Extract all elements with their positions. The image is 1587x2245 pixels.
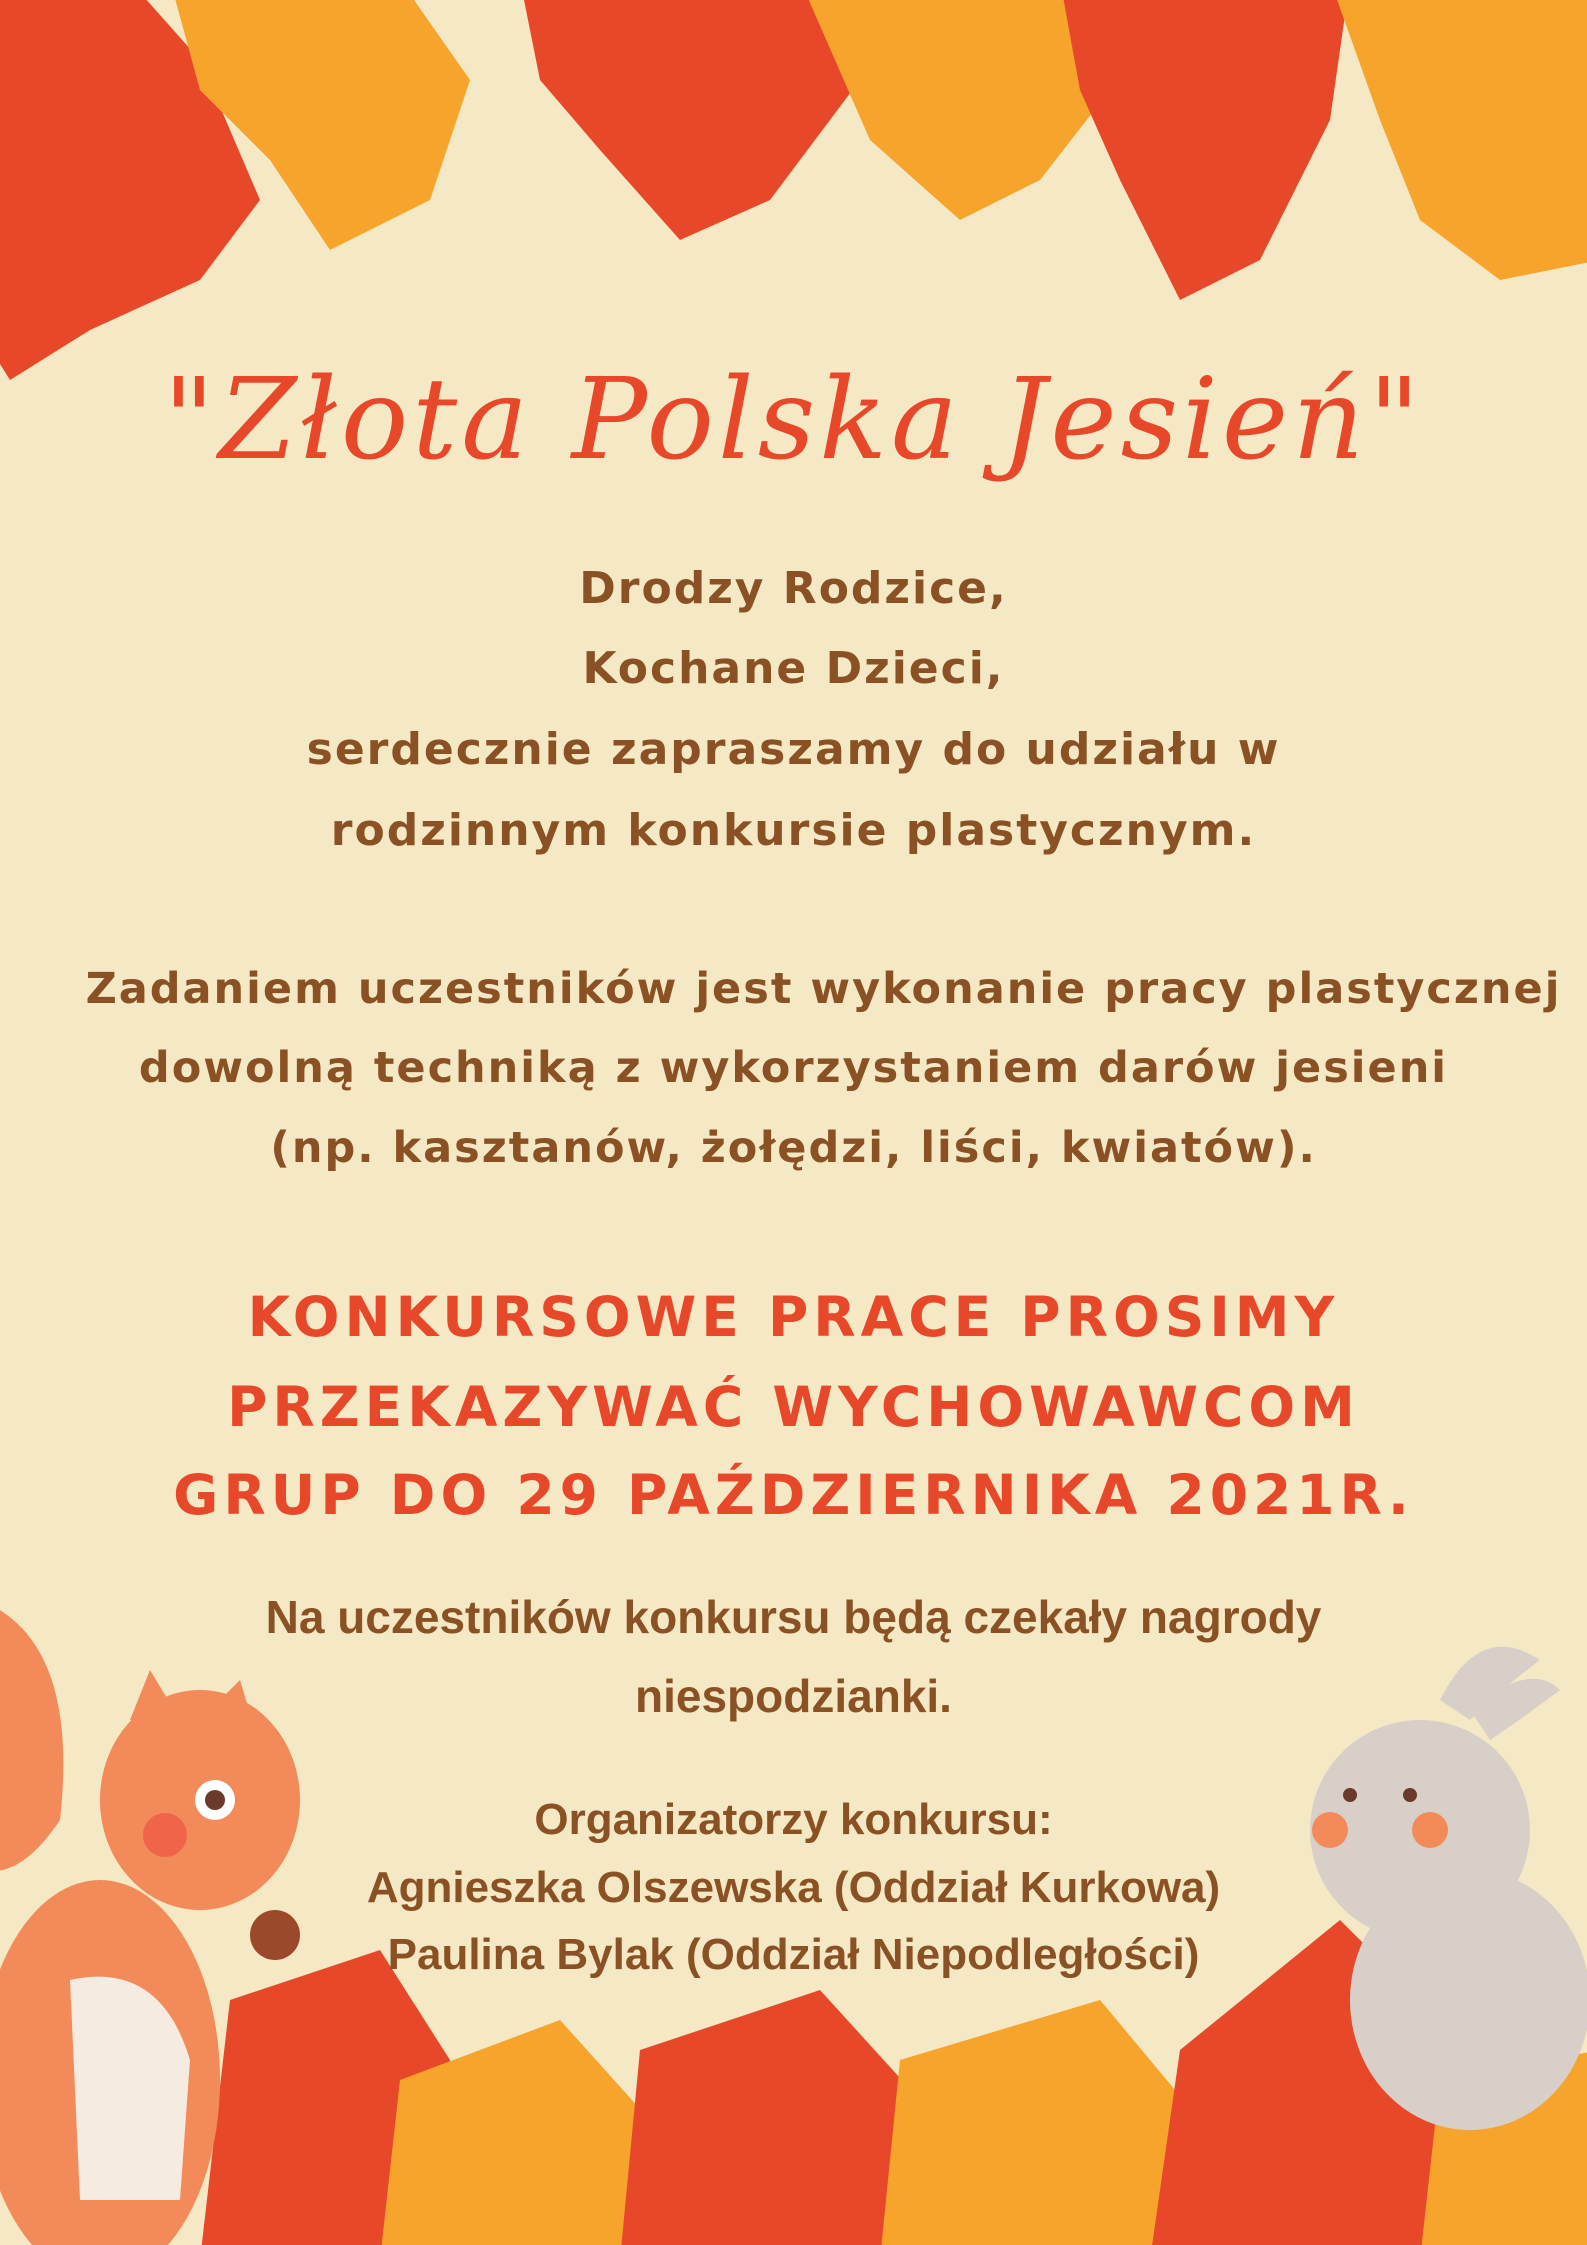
greeting-line: Kochane Dzieci, — [582, 643, 1005, 694]
deadline-line: PRZEKAZYWAĆ WYCHOWAWCOM — [227, 1375, 1360, 1439]
task-line: (np. kasztanów, żołędzi, liści, kwiatów). — [270, 1123, 1317, 1173]
task-line: Zadaniem uczestników jest wykonanie pracy plastycznej — [85, 964, 1562, 1014]
deadline-line: GRUP DO 29 PAŹDZIERNIKA 2021R. — [173, 1463, 1414, 1527]
task-line: dowolną techniką z wykorzystaniem darów jesieni — [138, 1043, 1449, 1093]
poster-title: "Złota Polska Jesień" — [163, 355, 1424, 485]
greeting-line: serdecznie zapraszamy do udziału w — [306, 724, 1281, 775]
organizer-name: Agnieszka Olszewska (Oddział Kurkowa) — [366, 1863, 1221, 1912]
prizes-line: niespodzianki. — [635, 1670, 952, 1722]
greeting-line: Drodzy Rodzice, — [579, 563, 1008, 614]
greeting-line: rodzinnym konkursie plastycznym. — [330, 805, 1257, 856]
organizer-name: Paulina Bylak (Oddział Niepodległości) — [387, 1930, 1200, 1979]
deadline-line: KONKURSOWE PRACE PROSIMY — [247, 1285, 1340, 1349]
prizes-line: Na uczestników konkursu będą czekały nagrody — [265, 1591, 1322, 1643]
organizers-heading: Organizatorzy konkursu: — [534, 1795, 1053, 1844]
top-leaves — [0, 0, 1587, 380]
